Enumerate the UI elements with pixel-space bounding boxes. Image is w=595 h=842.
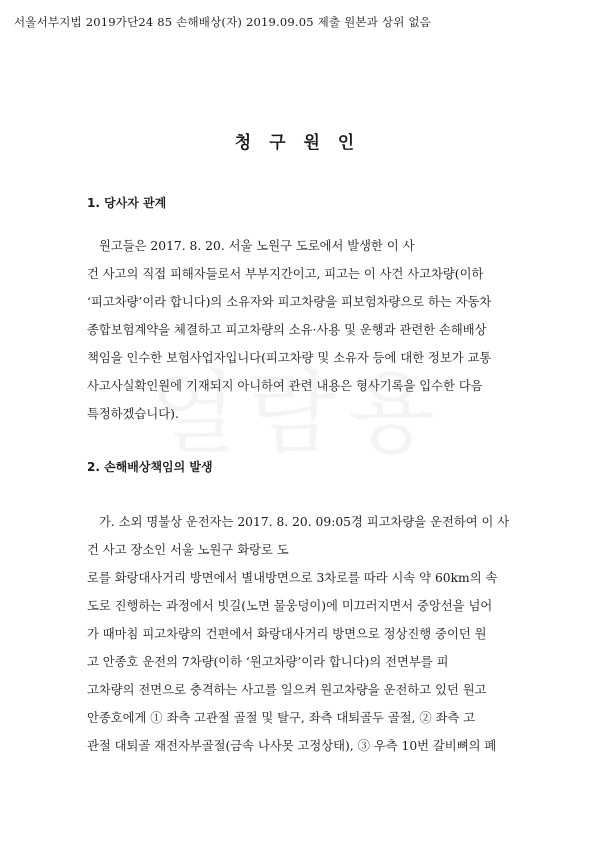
document-header: 서울서부지법 2019가단24 85 손해배상(자) 2019.09.05 제출 원본과 상위 없음 <box>14 15 431 29</box>
text-line: 사고사실확인원에 기재되지 아니하여 관련 내용은 형사기록을 입수한 다음 <box>87 379 483 393</box>
text-line: 원고들은 2017. 8. 20. 서울 노원구 도로에서 발생한 이 사 <box>99 239 415 253</box>
text-line: 종합보험계약을 체결하고 피고차량의 소유·사용 및 운행과 관련한 손해배상 <box>87 323 487 337</box>
text-line: 로를 화랑대사거리 방면에서 별내방면으로 3차로를 따라 시속 약 60km의 속 <box>87 571 498 585</box>
text-line: 가 때마침 피고차량의 건편에서 화랑대사거리 방면으로 정상진행 중이던 원 <box>87 627 487 641</box>
text-line: 고차량의 전면으로 충격하는 사고를 일으켜 원고차량을 운전하고 있던 원고 <box>87 683 487 697</box>
section-heading-liability: 2. 손해배상책임의 발생 <box>87 460 213 474</box>
section-body-liability <box>87 508 511 760</box>
text-line: 가. 소외 명불상 운전자는 2017. 8. 20. 09:05경 피고차량을 운전하여 이 사 <box>99 515 510 529</box>
section-heading-parties: 1. 당사자 관계 <box>87 196 167 210</box>
text-line: 특정하겠습니다). <box>87 407 179 421</box>
text-line: ‘피고차량’이라 합니다)의 소유자와 피고차량을 피보험차량으로 하는 자동차 <box>87 295 492 309</box>
text-line: 안종호에게 ① 좌측 고관절 골절 및 탈구, 좌측 대퇴골두 골절, ② 좌측 고 <box>87 711 476 725</box>
section-body-parties <box>87 232 511 428</box>
text-line: 관절 대퇴골 재전자부골절(금속 나사못 고정상태), ③ 우측 10번 갈비뼈의 폐 <box>87 739 497 753</box>
text-line: 건 사고의 직접 피해자들로서 부부지간이고, 피고는 이 사건 사고차량(이하 <box>87 267 484 281</box>
page-title: 청 구 원 인 <box>234 133 361 153</box>
text-line: 책임을 인수한 보험사업자입니다(피고차량 및 소유자 등에 대한 정보가 교통 <box>87 351 492 365</box>
text-line: 도로 진행하는 과정에서 빗길(노면 물웅덩이)에 미끄러지면서 중앙선을 넘어 <box>87 599 493 613</box>
text-line: 고 안종호 운전의 7차량(이하 ‘원고차량’이라 합니다)의 전면부를 피 <box>87 655 449 669</box>
text-line: 건 사고 장소인 서울 노원구 화랑로 도 <box>87 543 289 557</box>
